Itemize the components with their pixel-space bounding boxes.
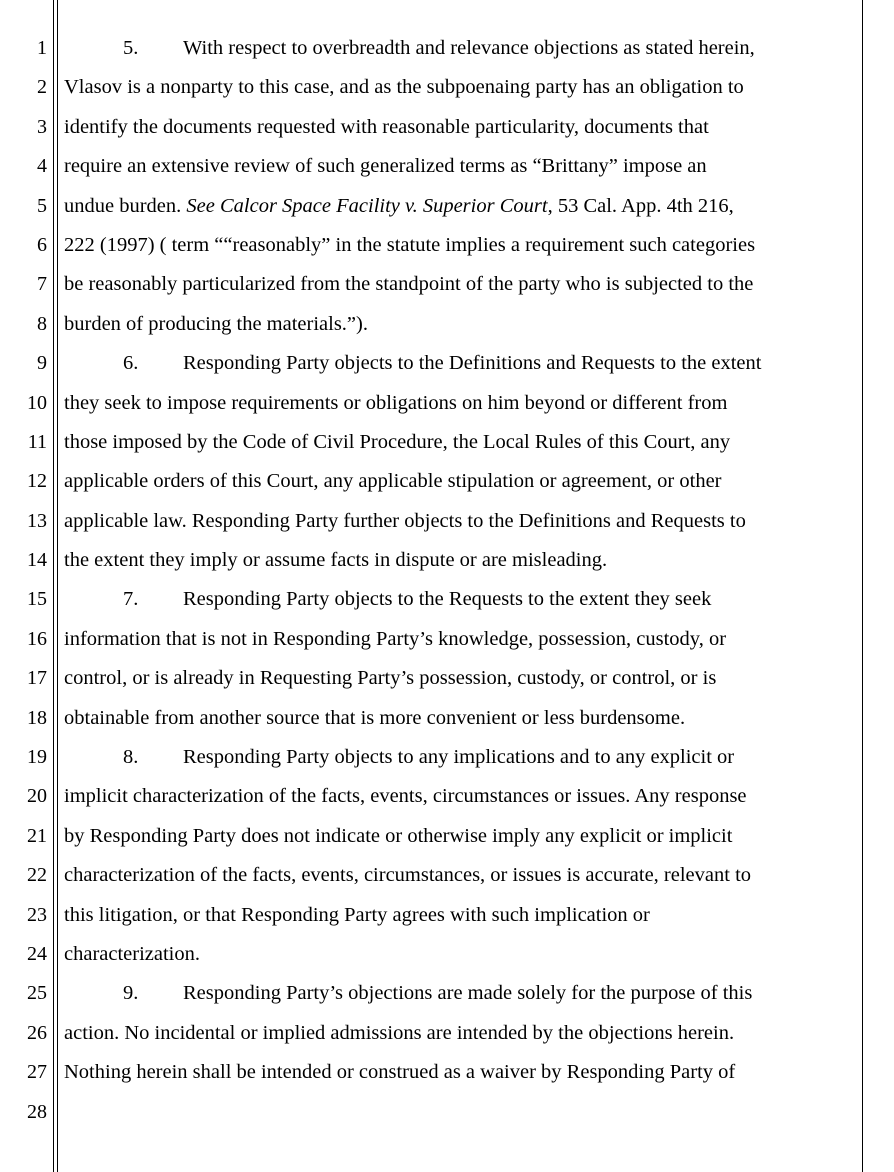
line-number: 11 <box>27 430 47 453</box>
line-text-post: , 53 Cal. App. 4th 216, <box>547 194 734 217</box>
text-line <box>64 541 854 580</box>
line-text: characterization of the facts, events, circumstances, or issues is accurate, relevant to <box>64 864 752 887</box>
line-number: 21 <box>27 824 47 847</box>
line-number: 6 <box>37 233 47 256</box>
line-text: With respect to overbreadth and relevance objections as stated herein, <box>183 37 755 59</box>
text-line <box>64 147 854 186</box>
line-text: identify the documents requested with reasonable particularity, documents that <box>64 115 709 138</box>
line-text: control, or is already in Requesting Party’s possession, custody, or control, or is <box>64 667 717 690</box>
line-text: this litigation, or that Responding Party agrees with such implication or <box>64 903 650 926</box>
line-number: 16 <box>27 627 47 650</box>
line-number: 2 <box>37 76 47 99</box>
paragraph-number: 8. <box>123 746 139 769</box>
line-number: 26 <box>27 1021 47 1044</box>
text-line <box>64 305 854 344</box>
text-line <box>64 935 854 974</box>
line-text-pre: undue burden. <box>64 194 187 217</box>
text-line <box>64 423 854 462</box>
line-text: Responding Party objects to any implications and to any explicit or <box>183 746 735 769</box>
text-line <box>64 817 854 856</box>
line-text: Nothing herein shall be intended or construed as a waiver by Responding Party of <box>64 1061 736 1084</box>
line-number: 4 <box>37 155 47 178</box>
line-text: implicit characterization of the facts, events, circumstances or issues. Any response <box>64 785 747 808</box>
paragraph-number: 9. <box>123 982 139 1005</box>
line-number: 14 <box>27 549 47 572</box>
text-line <box>64 580 854 619</box>
text-line <box>64 1053 854 1092</box>
text-line <box>64 777 854 816</box>
text-line <box>64 738 854 777</box>
text-line <box>64 226 854 265</box>
line-number: 25 <box>27 982 47 1005</box>
line-text: by Responding Party does not indicate or otherwise imply any explicit or implicit <box>64 824 733 847</box>
line-text: the extent they imply or assume facts in dispute or are misleading. <box>64 549 608 572</box>
line-number: 24 <box>27 942 47 965</box>
text-line <box>64 344 854 383</box>
text-line <box>64 620 854 659</box>
text-line <box>64 68 854 107</box>
paragraph-number: 5. <box>123 37 139 59</box>
line-text: characterization. <box>64 942 201 965</box>
line-text: Responding Party objects to the Definitions and Requests to the extent <box>183 352 762 375</box>
line-number: 18 <box>27 706 47 729</box>
paragraph-number: 7. <box>123 588 139 611</box>
line-text: be reasonably particularized from the standpoint of the party who is subjected to the <box>64 273 754 296</box>
line-number: 19 <box>27 746 47 769</box>
line-text: those imposed by the Code of Civil Procedure, the Local Rules of this Court, any <box>64 430 731 453</box>
line-text: burden of producing the materials.”). <box>64 312 368 335</box>
text-line <box>64 265 854 304</box>
text-line <box>64 1093 854 1132</box>
text-line <box>64 699 854 738</box>
line-text: 222 (1997) ( term ““reasonably” in the statute implies a requirement such categories <box>64 233 756 256</box>
paragraph-number: 6. <box>123 352 139 375</box>
text-line <box>64 896 854 935</box>
case-citation: See Calcor Space Facility v. Superior Court <box>186 194 548 217</box>
line-number: 15 <box>27 588 47 611</box>
document-body <box>64 29 854 1132</box>
line-text: Vlasov is a nonparty to this case, and as the subpoenaing party has an obligation to <box>64 76 744 99</box>
line-number: 23 <box>27 903 47 926</box>
text-line <box>64 1014 854 1053</box>
line-number: 17 <box>27 667 47 690</box>
line-text: require an extensive review of such generalized terms as “Brittany” impose an <box>64 155 707 178</box>
line-text: action. No incidental or implied admissions are intended by the objections herein. <box>64 1021 735 1044</box>
line-text: applicable law. Responding Party further objects to the Definitions and Requests to <box>64 509 746 532</box>
line-number: 3 <box>37 115 47 138</box>
line-number-column <box>0 29 47 1132</box>
line-number: 9 <box>37 352 47 375</box>
text-line <box>64 659 854 698</box>
line-number: 20 <box>27 785 47 808</box>
line-number: 22 <box>27 864 47 887</box>
text-line <box>64 974 854 1013</box>
line-number: 27 <box>27 1061 47 1084</box>
line-text <box>64 187 734 226</box>
line-number: 28 <box>27 1100 47 1123</box>
line-number: 7 <box>37 273 47 296</box>
text-line <box>64 384 854 423</box>
margin-rule-right <box>862 0 863 1172</box>
line-text: they seek to impose requirements or obligations on him beyond or different from <box>64 391 728 414</box>
line-text: obtainable from another source that is more convenient or less burdensome. <box>64 706 686 729</box>
text-line <box>64 29 854 68</box>
line-text: information that is not in Responding Party’s knowledge, possession, custody, or <box>64 627 727 650</box>
line-text: applicable orders of this Court, any applicable stipulation or agreement, or other <box>64 470 722 493</box>
line-text: Responding Party objects to the Requests to the extent they seek <box>183 588 712 611</box>
line-text: Responding Party’s objections are made solely for the purpose of this <box>183 982 753 1005</box>
text-line <box>64 108 854 147</box>
line-number: 1 <box>37 37 47 59</box>
text-line <box>64 462 854 501</box>
line-number: 8 <box>37 312 47 335</box>
margin-rule-left-outer <box>53 0 54 1172</box>
margin-rule-left-inner <box>57 0 58 1172</box>
line-number: 5 <box>37 194 47 217</box>
line-number: 12 <box>27 470 47 493</box>
text-line <box>64 502 854 541</box>
text-line <box>64 856 854 895</box>
text-line <box>64 187 854 226</box>
line-number: 13 <box>27 509 47 532</box>
line-number: 10 <box>27 391 47 414</box>
